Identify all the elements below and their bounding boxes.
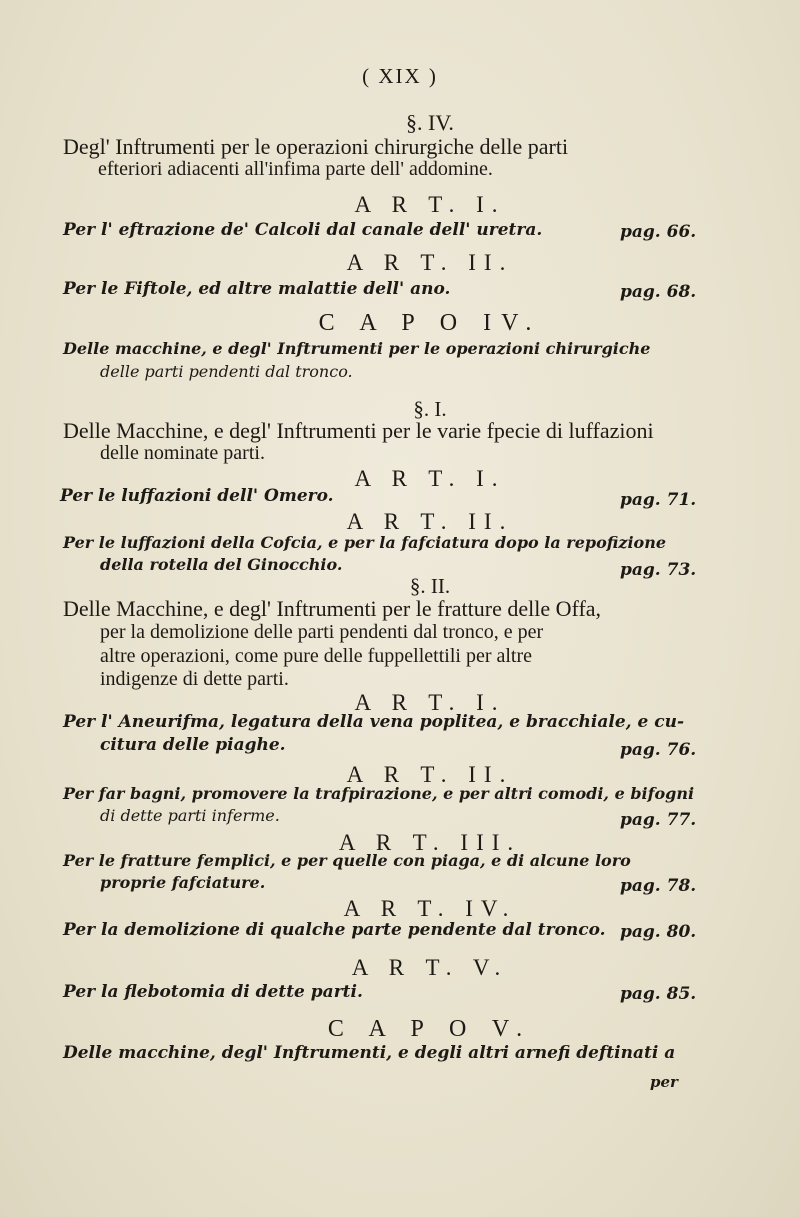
contents-entry: citura delle piaghe. [100,735,286,755]
article-heading: A R T. II. [346,509,514,534]
article-heading: A R T. I. [354,466,506,491]
section-title-line: Delle Macchine, e degl' Inftrumenti per le varie fpecie di luffazioni [63,418,654,443]
page-reference: pag. 73. [620,560,697,580]
contents-entry: Per la demolizione di qualche parte pendente dal tronco. [63,920,606,940]
chapter-title-line: delle parti pendenti dal tronco. [100,362,353,381]
chapter-title-line: Delle macchine, e degl' Inftrumenti per le operazioni chirurgiche [63,339,651,358]
section-heading: §. II. [409,574,451,598]
page-reference: pag. 76. [620,740,697,760]
contents-entry: Per le fratture femplici, e per quelle con piaga, e di alcune loro [63,851,631,870]
page-reference: pag. 66. [620,222,697,242]
page-reference: pag. 68. [620,282,697,302]
contents-entry: della rotella del Ginocchio. [100,555,343,574]
contents-entry: Per le Fiftole, ed altre malattie dell' ano. [63,279,451,299]
article-heading: A R T. V. [351,955,509,980]
page-reference: pag. 77. [620,810,697,830]
page-reference: pag. 85. [620,984,697,1004]
contents-entry: proprie fafciature. [100,873,266,892]
article-heading: A R T. II. [346,762,514,787]
section-title-line: efteriori adiacenti all'infima parte dell' addomine. [98,158,493,180]
page-reference: pag. 80. [620,922,697,942]
article-heading: A R T. IV. [343,896,517,921]
contents-entry: Per l' eftrazione de' Calcoli dal canale dell' uretra. [63,220,543,240]
section-title-line: indigenze di dette parti. [100,668,289,690]
section-heading: §. IV. [406,110,454,135]
chapter-heading: C A P O V. [327,1016,533,1042]
contents-entry: Per far bagni, promovere la trafpirazione, e per altri comodi, e bifogni [63,784,695,803]
page-number: ( XIX ) [362,64,438,88]
contents-entry: Per le luffazioni della Cofcia, e per la fafciatura dopo la repofizione [63,533,667,552]
contents-entry: di dette parti inferme. [100,806,280,825]
section-heading: §. I. [413,397,447,421]
section-title-line: Degl' Inftrumenti per le operazioni chirurgiche delle parti [63,134,569,159]
page-reference: pag. 71. [620,490,697,510]
section-title-line: delle nominate parti. [100,442,265,464]
contents-entry: Per l' Aneurifma, legatura della vena poplitea, e bracchiale, e cu- [63,712,684,732]
chapter-title-line: Delle macchine, degl' Inftrumenti, e degli altri arnefi deftinati a [63,1043,676,1063]
catchword: per [650,1073,678,1091]
page-reference: pag. 78. [620,876,697,896]
contents-entry: Per la flebotomia di dette parti. [63,982,363,1002]
article-heading: A R T. I. [354,192,506,217]
article-heading: A R T. I. [354,690,506,715]
article-heading: A R T. II. [346,250,514,275]
section-title-line: Delle Macchine, e degl' Inftrumenti per le fratture delle Offa, [63,596,602,621]
section-title-line: altre operazioni, come pure delle fuppellettili per altre [100,645,533,667]
section-title-line: per la demolizione delle parti pendenti dal tronco, e per [100,621,544,643]
contents-entry: Per le luffazioni dell' Omero. [60,486,334,506]
chapter-heading: C A P O IV. [318,310,542,336]
article-heading: A R T. III. [338,830,522,855]
